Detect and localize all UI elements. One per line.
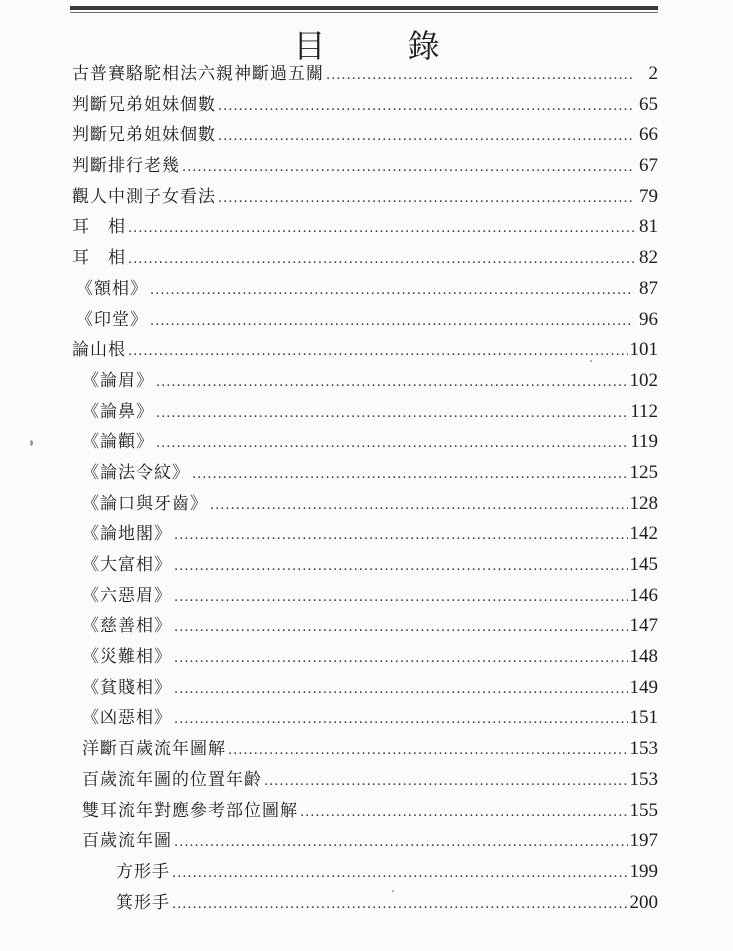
toc-entry[interactable]: [72, 212, 658, 243]
toc-entry-title: 洋斷百歲流年圖解: [82, 739, 226, 760]
toc-entry-title: 《大富相》: [82, 555, 172, 575]
dot-leader: [172, 890, 628, 921]
toc-entry-page-number: 200: [629, 891, 658, 913]
dot-leader: [218, 184, 634, 215]
toc-entry-title: 《六惡眉》: [82, 585, 172, 606]
toc-entry-page-number: 153: [629, 738, 658, 760]
dot-leader: [192, 460, 628, 491]
toc-entry-title: 《慈善相》: [82, 616, 172, 637]
dot-leader: [174, 644, 628, 675]
toc-entry-title: 《印堂》: [76, 309, 148, 330]
toc-entry[interactable]: [72, 274, 658, 305]
scan-speck: [30, 440, 33, 446]
dot-leader: [174, 675, 628, 706]
toc-entry-page-number: 125: [629, 461, 658, 483]
toc-entry-page-number: 112: [630, 400, 658, 422]
toc-entry[interactable]: [72, 550, 658, 581]
page-title: 目 錄: [293, 27, 476, 65]
toc-entry-title: 《論眉》: [82, 370, 154, 391]
table-of-contents: [72, 59, 658, 918]
dot-leader: [218, 92, 634, 123]
toc-entry[interactable]: [72, 857, 658, 888]
toc-entry-title: 論山根: [72, 340, 126, 361]
dot-leader: [326, 61, 634, 92]
dot-leader: [128, 337, 628, 368]
toc-entry-title: 百歲流年圖: [82, 831, 172, 852]
toc-entry-title: 判斷兄弟姐妹個數: [72, 94, 216, 115]
header-rule: [70, 6, 658, 10]
dot-leader: [156, 399, 628, 430]
toc-entry-page-number: 142: [629, 523, 658, 545]
toc-entry-page-number: 79: [639, 185, 658, 207]
toc-entry[interactable]: [72, 888, 658, 919]
toc-entry[interactable]: [72, 796, 658, 827]
toc-entry-title: 《貧賤相》: [82, 677, 172, 698]
toc-entry[interactable]: [72, 489, 658, 520]
toc-entry-title: 方形手: [116, 861, 170, 882]
toc-entry-page-number: 146: [629, 584, 658, 606]
toc-entry-page-number: 149: [629, 676, 658, 698]
dot-leader: [156, 368, 628, 399]
toc-entry[interactable]: [72, 581, 658, 612]
toc-entry[interactable]: [72, 243, 658, 274]
toc-entry-title: 《災難相》: [82, 647, 172, 668]
dot-leader: [300, 798, 628, 829]
toc-entry-page-number: 102: [629, 369, 658, 391]
toc-entry-title: 判斷兄弟姐妹個數: [72, 125, 216, 146]
toc-entry-title: 《額相》: [76, 278, 148, 299]
toc-entry-title: 《論顴》: [82, 432, 154, 453]
toc-entry[interactable]: [72, 642, 658, 673]
toc-entry[interactable]: [72, 397, 658, 428]
dot-leader: [156, 429, 628, 460]
toc-entry-page-number: 151: [629, 707, 658, 729]
toc-entry-page-number: 147: [629, 615, 658, 637]
header-rule-thin: [70, 12, 658, 13]
toc-entry-page-number: 67: [639, 155, 658, 177]
toc-entry-title: 箕形手: [116, 892, 170, 913]
dot-leader: [174, 828, 628, 859]
toc-entry[interactable]: [72, 765, 658, 796]
toc-entry[interactable]: [72, 734, 658, 765]
toc-entry[interactable]: [72, 182, 658, 213]
toc-entry[interactable]: [72, 427, 658, 458]
toc-entry[interactable]: [72, 120, 658, 151]
toc-entry-page-number: 128: [629, 492, 658, 514]
toc-entry-page-number: 145: [629, 554, 658, 575]
scan-speck: [392, 890, 394, 892]
scan-speck: [590, 360, 592, 362]
dot-leader: [174, 613, 628, 644]
dot-leader: [174, 705, 628, 736]
toc-entry-title: 判斷排行老幾: [72, 156, 180, 177]
dot-leader: [150, 307, 634, 338]
dot-leader: [172, 859, 628, 890]
toc-entry-page-number: 96: [639, 308, 658, 330]
toc-entry[interactable]: [72, 151, 658, 182]
dot-leader: [128, 245, 634, 276]
toc-entry-title: 《論地閣》: [82, 524, 172, 545]
toc-entry-page-number: 82: [639, 247, 658, 269]
toc-entry-title: 百歲流年圖的位置年齡: [82, 769, 262, 790]
toc-entry-page-number: 81: [639, 216, 658, 238]
toc-entry[interactable]: [72, 826, 658, 857]
toc-entry-title: 《凶惡相》: [82, 708, 172, 729]
toc-entry-title: 《論鼻》: [82, 401, 154, 422]
toc-entry-title: 觀人中測子女看法: [72, 186, 216, 207]
toc-entry[interactable]: [72, 335, 658, 366]
dot-leader: [174, 583, 628, 614]
dot-leader: [150, 276, 634, 307]
dot-leader: [228, 736, 628, 767]
toc-entry-page-number: 65: [639, 93, 658, 115]
toc-entry[interactable]: [72, 519, 658, 550]
dot-leader: [218, 122, 634, 153]
toc-entry-title: 《論口與牙齒》: [82, 493, 208, 514]
toc-entry[interactable]: [72, 458, 658, 489]
dot-leader: [182, 153, 634, 184]
toc-entry-title: 耳 相: [72, 248, 126, 269]
toc-entry-page-number: 199: [629, 860, 658, 882]
dot-leader: [174, 552, 628, 583]
toc-entry-page-number: 119: [630, 431, 658, 453]
toc-entry-page-number: 66: [639, 124, 658, 146]
toc-entry[interactable]: [72, 611, 658, 642]
toc-entry[interactable]: [72, 673, 658, 704]
toc-entry-page-number: 2: [648, 63, 658, 84]
dot-leader: [210, 491, 628, 522]
toc-entry[interactable]: [72, 90, 658, 121]
toc-entry[interactable]: [72, 366, 658, 397]
toc-entry-page-number: 153: [629, 768, 658, 790]
toc-entry-page-number: 101: [629, 339, 658, 361]
toc-entry-page-number: 148: [629, 646, 658, 668]
toc-entry-title: 古普賽駱駝相法六親神斷過五關: [72, 64, 324, 84]
toc-entry-title: 耳 相: [72, 217, 126, 238]
toc-entry[interactable]: [72, 703, 658, 734]
toc-entry-page-number: 155: [629, 799, 658, 821]
toc-entry-page-number: 197: [629, 830, 658, 852]
toc-entry[interactable]: [72, 59, 658, 90]
toc-entry[interactable]: [72, 305, 658, 336]
toc-entry-title: 《論法令紋》: [82, 462, 190, 483]
toc-entry-title: 雙耳流年對應參考部位圖解: [82, 800, 298, 821]
dot-leader: [128, 214, 634, 245]
dot-leader: [264, 767, 628, 798]
toc-entry-page-number: 87: [639, 277, 658, 299]
dot-leader: [174, 521, 628, 552]
